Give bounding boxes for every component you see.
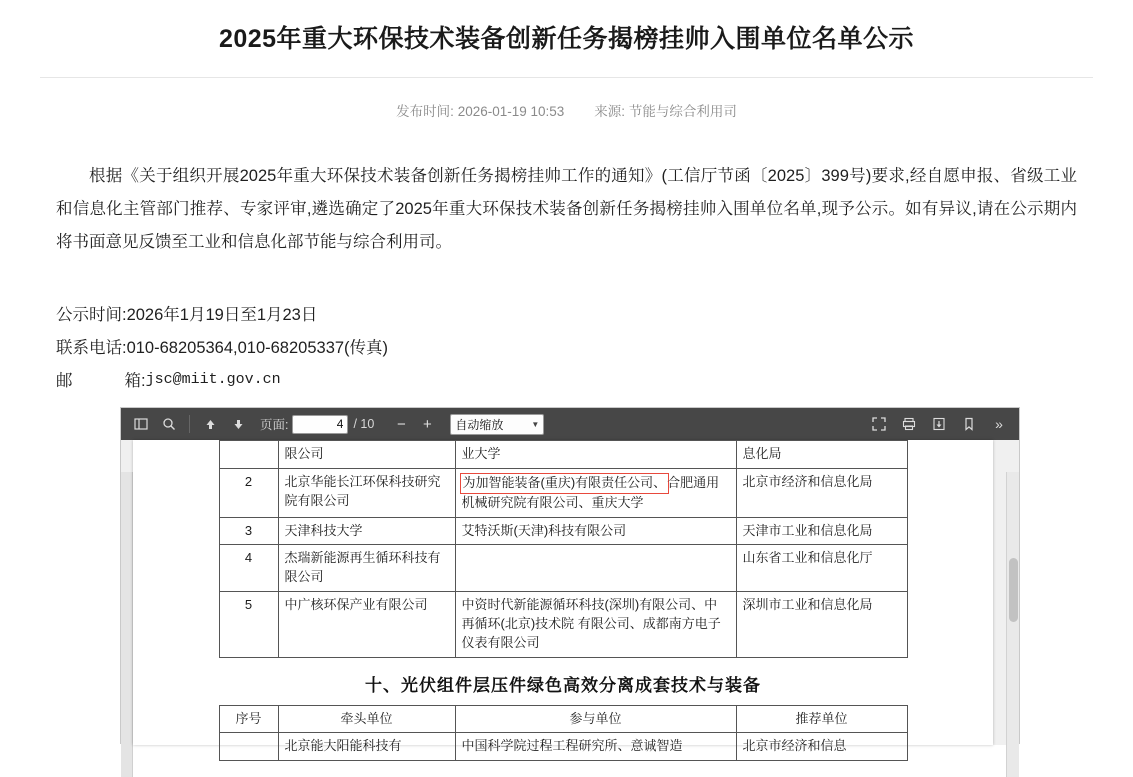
cell-rec: 深圳市工业和信息化局 <box>736 592 907 658</box>
cell-part: 中资时代新能源循环科技(深圳)有限公司、中再循环(北京)技术院 有限公司、成都南方电子仪表有限公司 <box>455 592 736 658</box>
cell-lead: 北京能大阳能科技有 <box>278 733 455 761</box>
article-paragraph: 根据《关于组织开展2025年重大环保技术装备创新任务揭榜挂帅工作的通知》(工信厅节函〔2025〕399号)要求,经自愿申报、省级工业和信息化主管部门推荐、专家评审,遴选确定了2025年重大环保技术装备创新任务揭榜挂帅入围单位名单,现予公示。如有异议,请在公示期内将书面意见反馈至工业和信息化部节能与综合利用司。 <box>56 167 1077 251</box>
cell-part <box>455 468 736 517</box>
notice-period: 公示时间:2026年1月19日至1月23日 <box>56 306 318 324</box>
article-body <box>0 138 1133 398</box>
sidebar-toggle-icon[interactable] <box>127 411 155 437</box>
cell-part: 业大学 <box>455 441 736 469</box>
cell-no <box>219 441 278 469</box>
toolbar-right-group <box>865 411 1013 437</box>
table-row <box>219 545 907 592</box>
table-header-row <box>219 705 907 733</box>
zoom-scale-select[interactable] <box>450 414 544 435</box>
zoom-in-button[interactable]: + <box>422 415 432 433</box>
pdf-sidebar-strip <box>121 472 133 777</box>
cell-rec: 北京市经济和信息化局 <box>736 468 907 517</box>
cell-rec: 天津市工业和信息化局 <box>736 517 907 545</box>
table-row <box>219 468 907 517</box>
up-arrow-icon[interactable] <box>196 411 224 437</box>
cell-lead: 限公司 <box>278 441 455 469</box>
search-icon[interactable] <box>155 411 183 437</box>
pdf-canvas-area <box>121 440 1019 754</box>
table-row <box>219 733 907 761</box>
page-total-label: / 10 <box>353 417 375 431</box>
cell-part <box>455 545 736 592</box>
header-no: 序号 <box>219 705 278 733</box>
notice-block <box>56 299 1077 398</box>
header-part: 参与单位 <box>455 705 736 733</box>
zoom-out-button[interactable]: − <box>396 415 406 433</box>
fullscreen-icon[interactable] <box>865 411 893 437</box>
pdf-scrollbar-thumb[interactable] <box>1009 558 1018 622</box>
pdf-toolbar <box>121 408 1019 440</box>
page-title: 2025年重大环保技术装备创新任务揭榜挂帅入围单位名单公示 <box>218 25 915 53</box>
cell-lead: 天津科技大学 <box>278 517 455 545</box>
cell-no: 3 <box>219 517 278 545</box>
cell-no: 2 <box>219 468 278 517</box>
cell-rec: 息化局 <box>736 441 907 469</box>
download-icon[interactable] <box>925 411 953 437</box>
notice-mail <box>56 365 1077 398</box>
more-tools-button[interactable]: » <box>995 416 1003 432</box>
notice-mail-label: 邮 <box>56 372 73 390</box>
pdf-table-next <box>219 705 908 762</box>
cell-rec: 北京市经济和信息 <box>736 733 907 761</box>
zoom-scale-value: 自动缩放 <box>455 417 504 432</box>
print-icon[interactable] <box>895 411 923 437</box>
page-number-label: 页面: <box>260 418 289 432</box>
article-meta <box>0 78 1133 138</box>
source-value: 节能与综合利用司 <box>628 104 737 119</box>
cell-no <box>219 733 278 761</box>
pdf-page-content <box>133 440 993 754</box>
zoom-controls <box>388 413 544 435</box>
cell-no: 4 <box>219 545 278 592</box>
cell-no: 5 <box>219 592 278 658</box>
table-row <box>219 592 907 658</box>
notice-mail-key: 箱: <box>124 372 146 390</box>
header-rec: 推荐单位 <box>736 705 907 733</box>
toolbar-divider-1 <box>189 415 190 433</box>
source-label: 来源: <box>594 104 626 119</box>
chevron-down-icon: ▼ <box>531 419 540 429</box>
cell-part: 艾特沃斯(天津)科技有限公司 <box>455 517 736 545</box>
cell-lead: 杰瑞新能源再生循环科技有限公司 <box>278 545 455 592</box>
header-lead: 牵头单位 <box>278 705 455 733</box>
table-row <box>219 517 907 545</box>
cell-part: 中国科学院过程工程研究所、意诚智造 <box>455 733 736 761</box>
table-row <box>219 441 907 469</box>
page-number-input[interactable] <box>292 415 348 434</box>
highlighted-text: 为加智能装备(重庆)有限责任公司、 <box>460 473 670 494</box>
notice-phone: 联系电话:010-68205364,010-68205337(传真) <box>56 339 389 357</box>
pdf-scrollbar[interactable] <box>1006 472 1019 777</box>
publish-time-label: 发布时间: <box>396 104 454 119</box>
publish-time <box>396 100 564 120</box>
cell-rec: 山东省工业和信息化厅 <box>736 545 907 592</box>
cell-lead: 北京华能长江环保科技研究院有限公司 <box>278 468 455 517</box>
bookmark-icon[interactable] <box>955 411 983 437</box>
cell-lead: 中广核环保产业有限公司 <box>278 592 455 658</box>
pdf-section-heading: 十、光伏组件层压件绿色高效分离成套技术与装备 <box>365 675 761 695</box>
source <box>594 100 737 120</box>
notice-mail-gap <box>73 365 125 398</box>
publish-time-value: 2026-01-19 10:53 <box>457 104 565 119</box>
cell-part-rest: 合肥通用机械研究院有限公司、重庆大学 <box>461 474 720 510</box>
pdf-table-main <box>219 440 908 658</box>
pdf-viewer <box>120 407 1020 754</box>
down-arrow-icon[interactable] <box>224 411 252 437</box>
notice-mail-value: jsc@miit.gov.cn <box>145 371 281 388</box>
